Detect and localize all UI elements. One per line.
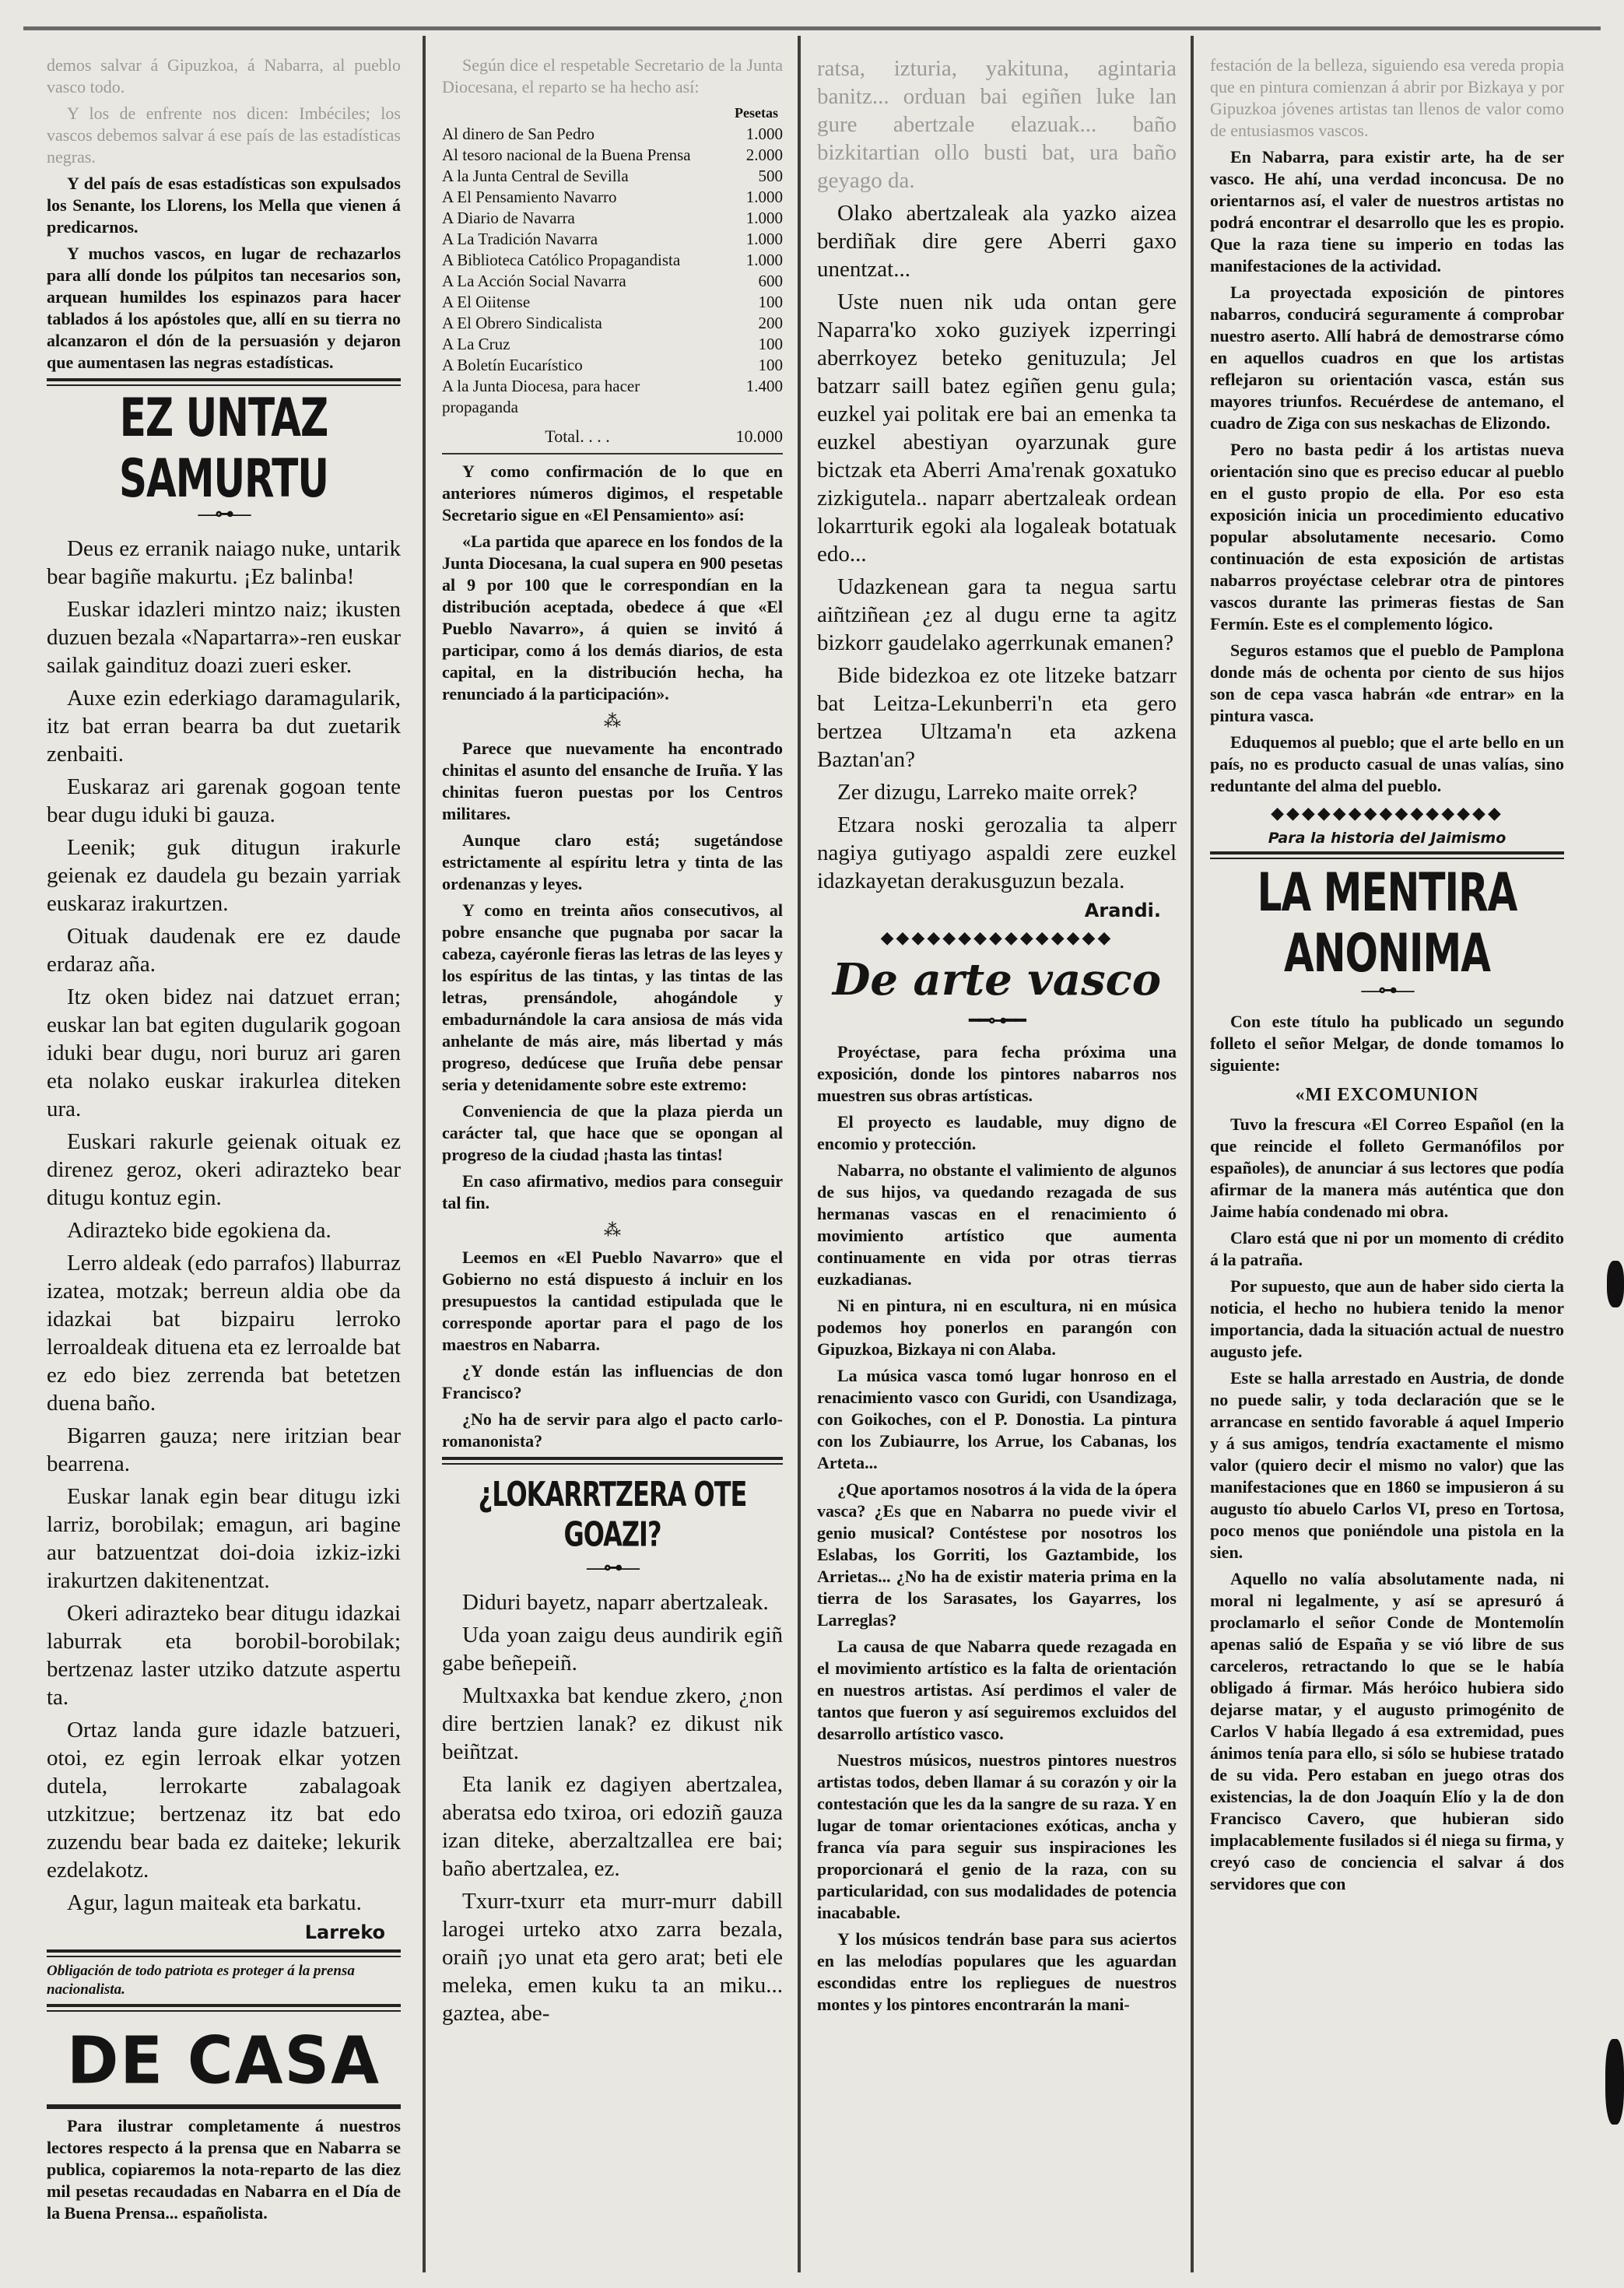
paragraph: Y los de enfrente nos dicen: Imbéciles; los vascos debemos salvar á ese país de las estadísticas negras. [47, 104, 401, 167]
row-name: A El Pensamiento Navarro [442, 188, 617, 206]
paragraph: festación de la belleza, siguiendo esa vereda propia que en pintura comienzan á abrir por Bizkaya y por Gipuzkoa jóvenes artistas tan llenos de valor como de entusiasmos vascos. [1210, 55, 1564, 140]
column-3 [817, 54, 1177, 2280]
paragraph: Y los músicos tendrán base para sus aciertos en las melodías populares que les aguardan escondidas entre los repliegues de nuestros montes y los pintores encontrarán la mani- [817, 1929, 1177, 2014]
col2-intro [442, 54, 783, 98]
row-name: A Boletín Eucarístico [442, 356, 583, 374]
paragraph: Deus ez erranik naiago nuke, untarik bear bagiñe makurtu. ¡Ez balinba! [47, 536, 401, 589]
paragraph: La causa de que Nabarra quede rezagada en el movimiento artístico es la falta de orientación en nuestros artistas. Así perdimos el valer de tantos que fueron y así seguiremos excluidos del desarrollo artístico vasco. [817, 1637, 1177, 1743]
paragraph: La música vasca tomó lugar honroso en el renacimiento vasco con Guridi, con Usandizaga, con Goikoches, con el P. Donostia. La pintura con los Zubiaurre, los Arrue, los Cabanas, los Arteta... [817, 1366, 1177, 1472]
paragraph: Nabarra, no obstante el valimiento de algunos de sus hijos, va quedando rezagada de sus hermanas vascas en el renacimiento ó movimiento artístico que aumenta continuamente en vida por otras tierras euzkadianas. [817, 1160, 1177, 1289]
table-row [442, 313, 783, 334]
article-title: De arte vasco [832, 954, 1162, 1005]
row-name: A El Obrero Sindicalista [442, 314, 602, 332]
ink-blot [1607, 1261, 1624, 1307]
paragraph: Etzara noski gerozalia ta alperr nagiya gutiyago aspaldi zere euzkel idazkayetan derakusguzun bezala. [817, 812, 1177, 893]
total-value: 10.000 [735, 426, 783, 446]
article-title: LA MENTIRA ANONIMA [1257, 862, 1517, 984]
paragraph: Diduri bayetz, naparr abertzaleak. [462, 1590, 769, 1615]
paragraph: demos salvar á Gipuzkoa, á Nabarra, al pueblo vasco todo. [47, 55, 401, 97]
paragraph: Pero no basta pedir á los artistas nueva orientación sino que es preciso educar al pueblo en el gusto propio de ella. Por eso esta exposición inicia un procedimiento educativo popular absolutamente necesario. Como continuación de esta exposición de artistas nabarros proyéctase celebrar otra de pintores vascos durante las primeras fiestas de San Fermín. Este es el complemento lógico. [1210, 440, 1564, 633]
paragraph: ratsa, izturia, yakituna, agintaria banitz... orduan bai egiñen luke lan gure abertzale elazuak... baño bizkitartian ollo busti bat, ura baño geyago da. [817, 56, 1177, 193]
paragraph: La proyectada exposición de pintores nabarros, conducirá seguramente á comprobar nuestro aserto. Allí habrá de demostrarse cómo en aquellos cuadros en que los artistas reflejaron su orientación vasca, están sus mayores triunfos. Recuérdese de antemano, el cuadro de Ziga con sus neskachas de Elizondo. [1210, 282, 1564, 433]
signature: Larreko [304, 1921, 385, 1943]
article-body [47, 535, 401, 1917]
column-1 [47, 54, 401, 2280]
lok-continuation [817, 54, 1177, 895]
col2-body3 [442, 1247, 783, 1452]
paragraph: Bigarren gauza; nere iritzian bear bearrena. [47, 1423, 401, 1476]
paragraph: En Nabarra, para existir arte, ha de ser vasco. He ahí, una verdad inconcusa. De no orientarnos así, el valer de nuestros artistas no podrá encontrar el desarrollo que les es propio. Que la raza tiene su imperio en todas las manifestaciones de la actividad. [1210, 147, 1564, 275]
paragraph: Conveniencia de que la plaza pierda un carácter tal, que hace que se opongan al progreso de la ciudad ¡hasta las tintas! [442, 1101, 783, 1164]
paragraph: Uste nuen nik uda ontan gere Naparra'ko xoko guziyek izperringi aberrkoyez beteko genituzula; Jel batzarr saill batez egiñen genu gula; euzkel yai politak ere bai an emenka ta euzkel abestiyan oyarzunak gure bictzak eta Aberri Ama'renak goxatuko zizkigutela.. naparr abertzaleak ordean lokarrturik egoki ala logaleak botatuak edo... [817, 290, 1177, 567]
paragraph: Bide bidezkoa ez ote litzeke batzarr bat Leitza-Lekunberri'n eta gero bertzea Ultzama'n eta azkena Baztan'an? [817, 663, 1177, 772]
arte-body [817, 1041, 1177, 2016]
table-rows [442, 124, 783, 418]
divider [47, 2104, 401, 2109]
paragraph: Udazkenean gara ta negua sartu aiñtziñean ¿ez al dugu erne ta agitz bizkorr gaudelako agerrkunak emanen? [817, 574, 1177, 655]
table-row [442, 376, 783, 418]
paragraph: ¿Que aportamos nosotros á la vida de la ópera vasca? ¿Es que en Nabarra no puede vivir el genio musical? Contéstese por nosotros los Eslabas, los Gorriti, los Gaztambide, los Arrietas... ¿No ha de existir materia prima en la tierra de los Sarasates, los Gayarres, los Larreglas? [817, 1479, 1177, 1630]
row-name: A Biblioteca Católico Propagandista [442, 251, 681, 269]
row-value: 100 [758, 293, 783, 311]
paragraph: Adirazteko bide egokiena da. [67, 1218, 331, 1243]
paragraph: Zer dizugu, Larreko maite orrek? [837, 780, 1138, 805]
table-row [442, 124, 783, 145]
title-dash: ━━⊶━━ [969, 1011, 1025, 1031]
row-name: Al dinero de San Pedro [442, 125, 595, 143]
paragraph: Agur, lagun maiteak eta barkatu. [67, 1890, 362, 1915]
paragraph: El proyecto es laudable, muy digno de encomio y protección. [817, 1112, 1177, 1153]
column-rule [1191, 36, 1194, 2272]
col2-body1 [442, 461, 783, 705]
section-title: DE CASA [66, 2022, 381, 2099]
row-value: 1.000 [745, 209, 783, 227]
paragraph: Euskar lanak egin bear ditugu izki larriz, borobilak; emagun, ari bagine aur batzuentzat doi-doia izkiz-izki irakurtzen dakitenentzat. [47, 1484, 401, 1593]
paragraph: Oituak daudenak ere ez daude erdaraz aña. [47, 924, 401, 977]
paragraph: En caso afirmativo, medios para conseguir tal fin. [442, 1171, 783, 1212]
row-value: 1.000 [745, 125, 783, 143]
title-dash: —⊶— [198, 504, 250, 525]
row-value: 1.000 [745, 188, 783, 206]
row-name: A La Acción Social Navarra [442, 272, 626, 290]
row-value: 1.400 [745, 377, 783, 395]
row-name: A Diario de Navarra [442, 209, 575, 227]
table-row [442, 187, 783, 208]
row-value: 100 [758, 335, 783, 353]
paragraph: Y del país de esas estadísticas son expulsados los Senante, los Llorens, los Mella que vienen á predicarnos. [47, 174, 401, 237]
paragraph: Proyéctase, para fecha próxima una exposición, donde los pintores nabarros nos muestren sus obras artísticas. [817, 1042, 1177, 1105]
column-2 [442, 54, 783, 2280]
paragraph: Euskar idazleri mintzo naiz; ikusten duzuen bezala «Napartarra»-ren euskar sailak gaindituz doazi zueri esker. [47, 597, 401, 678]
table-row [442, 292, 783, 313]
paragraph: Tuvo la frescura «El Correo Español (en la que reincide el folleto Germanófilos por españoles), de anunciar á sus lectores que podía afirmar de la manera más auténtica que don Jaime había condenado mi obra. [1210, 1114, 1564, 1221]
row-name: A la Junta Diocesa, para hacer propaganda [442, 377, 640, 416]
divider [47, 2004, 401, 2012]
paragraph: Multxaxka bat kendue zkero, ¿non dire bertzien lanak? ez dikust nik beiñtzat. [442, 1683, 783, 1764]
paragraph: Eta lanik ez dagiyen abertzalea, aberatsa edo txiroa, ori edoziñ gauza izan diteke, aberzaltzallea ere bai; baño abertzalea, ez. [442, 1772, 783, 1881]
top-rule [23, 26, 1601, 30]
paragraph: Con este título ha publicado un segundo folleto el señor Melgar, de donde tomamos lo siguiente: [1210, 1012, 1564, 1075]
row-name: A la Junta Central de Sevilla [442, 167, 629, 185]
paragraph: Ni en pintura, ni en escultura, ni en música podemos hoy ponerlos en parangón con Gipuzkoa, Bizkaya ni con Alaba. [817, 1296, 1177, 1359]
title-dash: —⊶— [1361, 981, 1413, 1001]
paragraph: Seguros estamos que el pueblo de Pamplona donde más de ochenta por ciento de sus hijos son de cepa vasca habrán «de entrar» en la pintura vasca. [1210, 640, 1564, 725]
column-4 [1210, 54, 1564, 2280]
paragraph: Lerro aldeak (edo parrafos) llaburraz izatea, motzak; berreun aldia obe da idazkai bat bizpairu lerroko lerroaldeak dituena eta ez lerroalde bat ez edo biez zerrenda bat betetzen duena baño. [47, 1251, 401, 1416]
paragraph: Auxe ezin ederkiago daramagularik, itz bat erran bearra ba dut zuetarik zenbaiti. [47, 686, 401, 767]
table-total [442, 426, 783, 447]
row-value: 100 [758, 356, 783, 374]
paragraph: ¿Y donde están las influencias de don Francisco? [442, 1361, 783, 1402]
asterism: ⁂ [604, 1220, 621, 1240]
divider [442, 453, 783, 454]
table-row [442, 271, 783, 292]
paragraph: «La partida que aparece en los fondos de la Junta Diocesana, la cual supera en 900 pesetas al 9 por 100 que le correspondían en la distribución aceptada, obedece á que «El Pueblo Navarro», á quien se invitó á participar, como á los demás diarios, de esta capital, en la distribución hecha, ha renunciado á la participación». [442, 532, 783, 704]
table-row [442, 145, 783, 166]
row-name: A La Tradición Navarra [442, 230, 598, 248]
article-title: EZ UNTAZ SAMURTU [118, 387, 329, 510]
row-value: 600 [758, 272, 783, 290]
paragraph: Leemos en «El Pueblo Navarro» que el Gobierno no está dispuesto á incluir en los presupuestos la cantidad estipulada que le corresponde aportar para el pago de los maestros en Nabarra. [442, 1248, 783, 1354]
row-name: Al tesoro nacional de la Buena Prensa [442, 146, 691, 164]
paragraph: Según dice el respetable Secretario de la Junta Diocesana, el reparto se ha hecho así: [442, 55, 783, 97]
paragraph: Olako abertzaleak ala yazko aizea berdiñak dire gere Aberri gaxo unentzat... [817, 201, 1177, 282]
table-row [442, 250, 783, 271]
paragraph: Y como confirmación de lo que en anteriores números digimos, el respetable Secretario sigue en «El Pensamiento» así: [442, 461, 783, 525]
row-value: 500 [758, 167, 783, 185]
paragraph: Este se halla arrestado en Austria, de donde no puede salir, y toda declaración que se le arrancase en sentido favorable á aquel Imperio y á sus amigos, tendría exactamente el mismo valor (quiero decir el mismo no valor) que las manifestaciones que en 1860 se impusieron á su augusto tío abuelo Carlos VI, preso en Tortosa, poco menos que poniéndole una pistola en la sien. [1210, 1368, 1564, 1562]
paragraph: Uda yoan zaigu deus aundirik egiñ gabe beñepeiñ. [442, 1623, 783, 1676]
table-row [442, 355, 783, 376]
title-dash: —⊶— [587, 1558, 638, 1578]
row-value: 1.000 [745, 251, 783, 269]
paragraph: Aunque claro está; sugetándose estrictamente al espíritu letra y tinta de las ordenanzas y leyes. [442, 830, 783, 893]
paragraph: Para ilustrar completamente á nuestros lectores respecto á la prensa que en Nabarra se publica, copiaremos la nota-reparto de las diez mil pesetas recaudadas en Nabarra en el Día de la Buena Prensa... españolista. [47, 2116, 401, 2223]
paragraph: Nuestros músicos, nuestros pintores nuestros artistas todos, deben llamar á su corazón y oir la contestación que les da la sangre de su raza. Y en lugar de tomar orientaciones exóticas, ancha y franca vía para seguir sus inspiraciones les proporcionará el genio de la raza, con su particularidad, con sus modalidades de potencia inacabable. [817, 1750, 1177, 1922]
casa-body [47, 2115, 401, 2224]
paragraph: Ortaz landa gure idazle batzueri, otoi, ez egin lerroak elkar yotzen dutela, lerrokarte zabalagoak utzkitzue; bertzenaz itz bat edo zuzendu bear bada ez daiteke; lekurik ezdelakotz. [47, 1718, 401, 1883]
row-name: A El Oiitense [442, 293, 531, 311]
ornament-rule: ◆◆◆◆◆◆◆◆◆◆◆◆◆◆◆ [1271, 803, 1503, 823]
signature: Arandi. [1084, 900, 1161, 921]
section-caption: Para la historia del Jaimismo [1268, 830, 1506, 847]
asterism: ⁂ [604, 711, 621, 731]
subheading: «MI EXCOMUNION [1295, 1085, 1479, 1105]
table-header: Pesetas [735, 105, 778, 121]
table-row [442, 166, 783, 187]
lok-body [442, 1588, 783, 2027]
table-row [442, 334, 783, 355]
row-value: 1.000 [745, 230, 783, 248]
paragraph: ¿No ha de servir para algo el pacto carlo-romanonista? [442, 1409, 783, 1451]
ornament-rule: ◆◆◆◆◆◆◆◆◆◆◆◆◆◆◆ [880, 928, 1114, 947]
row-name: A La Cruz [442, 335, 510, 353]
column-rule [798, 36, 801, 2272]
notice-text: Obligación de todo patriota es proteger á la prensa nacionalista. [47, 1963, 355, 1998]
col1-intro [47, 54, 401, 374]
article-title: ¿LOKARRTZERA OTE GOAZI? [478, 1474, 747, 1555]
paragraph: Y muchos vascos, en lugar de rechazarlos para allí donde los púlpitos tan necesarios son, arquean humildes los espinazos para hacer tablados á los apóstoles que, allí en su tierra no alcanzaron el dón de la persuasión y dejaron que aumentasen las negras estadísticas. [47, 244, 401, 372]
paragraph: Okeri adirazteko bear ditugu idazkai laburrak eta borobil-borobilak; bertzenaz laster utziko datzute aspertu ta. [47, 1601, 401, 1710]
table-row [442, 208, 783, 229]
mentira-body [1210, 1011, 1564, 1895]
paragraph: Parece que nuevamente ha encontrado chinitas el asunto del ensanche de Iruña. Y las chinitas fueron puestas por los Centros militares. [442, 739, 783, 823]
table-row [442, 229, 783, 250]
row-value: 2.000 [745, 146, 783, 164]
column-rule [423, 36, 426, 2272]
paragraph: Leenik; guk ditugun irakurle geienak ez daudela gu bezain yarriak euskaraz irakurtzen. [47, 835, 401, 916]
paragraph: Y como en treinta años consecutivos, al pobre ensanche que pugnaba por sacar la cabeza, cayéronle fieras las letras de las leyes y los espíritus de las tintas, y las tintas de las letras, prensándole, ahogándole y embadurnándole la cara ansiosa de más vida anhelante de más aire, más libertad y más progreso, dedúcese que Iruña debe pensar seria y detenidamente sobre este extremo: [442, 900, 783, 1094]
paragraph: Aquello no valía absolutamente nada, ni moral ni legalmente, y así se apresuró á proclamarlo el señor Conde de Montemolín apenas salió de España y se vió libre de sus carceleros, retractando lo que se le había obligado á firmar. Más heróico hubiera sido dejarse matar, y el augusto primogénito de Carlos V había llegado á esa extremidad, pues ánimos tenía para ello, si sólo se hubiese tratado de su vida. Pero estaban en juego otras dos existencias, la de don Joaquín Elío y la de don Francisco Cavero, que hubieran sido implacablemente fusilados si él niega su firma, y creyó caso de conciencia el salvar á dos servidores que con [1210, 1569, 1564, 1893]
paragraph: Por supuesto, que aun de haber sido cierta la noticia, el hecho no hubiera tenido la menor importancia, dada la situación actual de nuestro augusto jefe. [1210, 1276, 1564, 1361]
paragraph: Itz oken bidez nai datzuet erran; euskar lan bat egiten dugularik gogoan iduki bear dugu, nori buruz ari garen eta nolako euskar irakurlea diteken ura. [47, 984, 401, 1121]
arte-continuation [1210, 54, 1564, 797]
col2-body2 [442, 738, 783, 1214]
paragraph: Euskaraz ari garenak gogoan tente bear dugu iduki bi gauza. [47, 774, 401, 827]
total-label: Total. . . . [545, 426, 610, 446]
paragraph: Claro está que ni por un momento di crédito á la patraña. [1210, 1228, 1564, 1269]
paragraph: Txurr-txurr eta murr-murr dabill larogei urteko atxo zarra bezala, oraiñ ¡yo unat eta gero arat; beti ele meleka, emen kuku ta an miku... gaztea, abe- [442, 1889, 783, 2026]
paragraph: Eduquemos al pueblo; que el arte bello en un país, no es producto casual de unas valías, sino reduntante del alma del pueblo. [1210, 732, 1564, 795]
paragraph: Euskari rakurle geienak oituak ez direnez geroz, okeri adirazteko bear ditugu kontuz egin. [47, 1129, 401, 1210]
divider [47, 1949, 401, 1957]
ink-blot [1605, 2039, 1624, 2125]
distribution-table [442, 103, 783, 447]
row-value: 200 [758, 314, 783, 332]
